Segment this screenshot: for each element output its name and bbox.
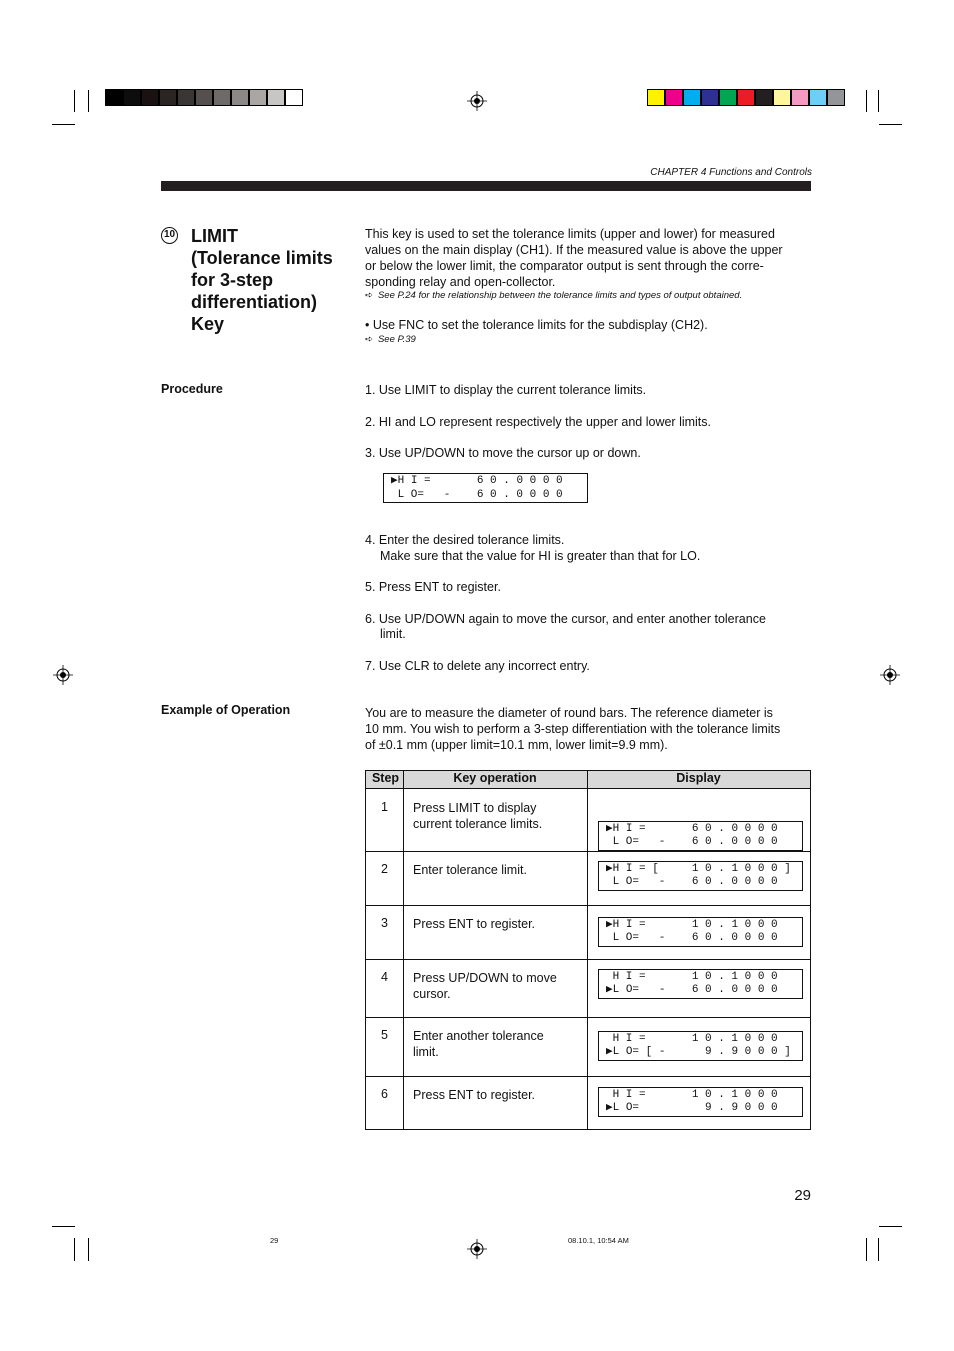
page-number: 29 [794,1187,811,1204]
color-swatch [123,89,141,106]
registration-mark-icon [53,665,73,685]
color-swatch [701,89,719,106]
title-line: for 3-step [191,270,274,290]
color-swatch [285,89,303,106]
grayscale-calibration-bar [105,89,303,106]
key-operation [413,1028,583,1060]
table-row [366,851,810,905]
lcd-display [598,1031,803,1061]
procedure-step: 6. Use UP/DOWN again to move the cursor, and enter another tolerance [365,612,766,626]
intro-line: values on the main display (CH1). If the measured value is above the upper [365,243,783,257]
header-rule [161,181,811,191]
key-operation-line: Press ENT to register. [413,1088,536,1102]
step-number: 6 [381,1087,388,1101]
step-number: 3 [381,916,388,930]
color-swatch [737,89,755,106]
key-operation [413,862,583,878]
color-swatch [267,89,285,106]
intro-line: sponding relay and open-collector. [365,275,556,289]
lcd-line: L O= - 6 0 . 0 0 0 0 [391,489,563,501]
lcd-line: ▶L O= - 6 0 . 0 0 0 0 [606,984,778,996]
key-operation [413,1087,583,1103]
key-operation-line: limit. [413,1045,439,1059]
intro-line: or below the lower limit, the comparator output is sent through the corre- [365,259,764,273]
lcd-line: ▶H I = [ 1 0 . 1 0 0 0 ] [606,863,791,875]
header-step: Step [371,771,400,785]
table-row [366,1017,810,1076]
lcd-line: ▶L O= 9 . 9 0 0 0 [606,1102,778,1114]
color-swatch [809,89,827,106]
color-swatch [177,89,195,106]
lcd-line: ▶L O= [ - 9 . 9 0 0 0 ] [606,1046,791,1058]
color-calibration-bar [647,89,845,106]
title-line: (Tolerance limits [191,248,333,268]
title-number-badge: 10 [161,227,178,244]
table-row [366,1076,810,1129]
key-operation-line: Enter another tolerance [413,1029,544,1043]
lcd-line: H I = 1 0 . 1 0 0 0 [606,1089,778,1101]
reference-note: ➪ See P.24 for the relationship between the tolerance limits and types of output obtained. [365,290,743,301]
example-line: of ±0.1 mm (upper limit=10.1 mm, lower limit=9.9 mm). [365,738,668,752]
slug-page: 29 [270,1236,279,1245]
color-swatch [195,89,213,106]
header-key-operation: Key operation [453,771,537,785]
key-operation-line: Press UP/DOWN to move [413,971,557,985]
color-swatch [755,89,773,106]
color-swatch [647,89,665,106]
intro-paragraph [365,226,810,290]
example-label: Example of Operation [161,703,291,717]
key-operation [413,800,583,832]
lcd-display [598,917,803,947]
table-row [366,959,810,1017]
lcd-display [598,1087,803,1117]
reference-note: ➪ See P.39 [365,334,416,345]
fnc-bullet: • Use FNC to set the tolerance limits for the subdisplay (CH2). [365,318,708,332]
color-swatch [213,89,231,106]
key-operation-line: cursor. [413,987,451,1001]
slug-timestamp: 08.10.1, 10:54 AM [568,1236,629,1245]
intro-line: This key is used to set the tolerance limits (upper and lower) for measured [365,227,775,241]
example-line: 10 mm. You wish to perform a 3-step differentiation with the tolerance limits [365,722,781,736]
procedure-step: 3. Use UP/DOWN to move the cursor up or down. [365,446,641,460]
color-swatch [683,89,701,106]
registration-mark-icon [880,665,900,685]
title-line: LIMIT [191,226,238,246]
lcd-display [598,861,803,891]
key-operation [413,916,583,932]
step-number: 5 [381,1028,388,1042]
operation-table [365,770,811,1130]
color-swatch [231,89,249,106]
key-operation [413,970,583,1002]
procedure-step: 7. Use CLR to delete any incorrect entry. [365,659,590,673]
header-display: Display [676,771,721,785]
procedure-step-detail: limit. [380,627,406,641]
lcd-line: H I = 1 0 . 1 0 0 0 [606,1033,778,1045]
chapter-header: CHAPTER 4 Functions and Controls [650,167,812,178]
key-operation-line: Enter tolerance limit. [413,863,527,877]
procedure-step: 4. Enter the desired tolerance limits. [365,533,565,547]
color-swatch [249,89,267,106]
lcd-line: ▶H I = 1 0 . 1 0 0 0 [606,919,778,931]
lcd-line: L O= - 6 0 . 0 0 0 0 [606,932,778,944]
see-arrow-icon: ➪ [365,334,373,345]
color-swatch [105,89,123,106]
color-swatch [719,89,737,106]
key-operation-line: current tolerance limits. [413,817,543,831]
color-swatch [791,89,809,106]
procedure-step: 5. Press ENT to register. [365,580,501,594]
color-swatch [665,89,683,106]
title-line: Key [191,314,225,334]
procedure-step: 1. Use LIMIT to display the current tolerance limits. [365,383,647,397]
table-header [366,771,810,789]
step-number: 2 [381,862,388,876]
color-swatch [141,89,159,106]
title-text [191,225,333,335]
step-number: 4 [381,970,388,984]
lcd-display [383,473,588,503]
lcd-line: L O= - 6 0 . 0 0 0 0 [606,876,778,888]
color-swatch [159,89,177,106]
lcd-line: ▶H I = 6 0 . 0 0 0 0 [391,475,563,487]
lcd-line: H I = 1 0 . 1 0 0 0 [606,971,778,983]
lcd-display [598,969,803,999]
color-swatch [773,89,791,106]
key-operation-line: Press LIMIT to display [413,801,537,815]
color-swatch [827,89,845,106]
table-row [366,905,810,959]
example-paragraph [365,705,810,753]
procedure-step: 2. HI and LO represent respectively the upper and lower limits. [365,415,712,429]
title-line: differentiation) [191,292,317,312]
registration-mark-icon [467,1239,487,1259]
example-line: You are to measure the diameter of round bars. The reference diameter is [365,706,773,720]
procedure-step-detail: Make sure that the value for HI is greater than that for LO. [380,549,701,563]
step-number: 1 [381,800,388,814]
see-arrow-icon: ➪ [365,290,373,301]
table-row [366,789,810,851]
lcd-line: ▶H I = 6 0 . 0 0 0 0 [606,823,778,835]
procedure-label: Procedure [161,382,223,396]
key-operation-line: Press ENT to register. [413,917,536,931]
lcd-display [598,821,803,851]
registration-mark-icon [467,91,487,111]
lcd-line: L O= - 6 0 . 0 0 0 0 [606,836,778,848]
